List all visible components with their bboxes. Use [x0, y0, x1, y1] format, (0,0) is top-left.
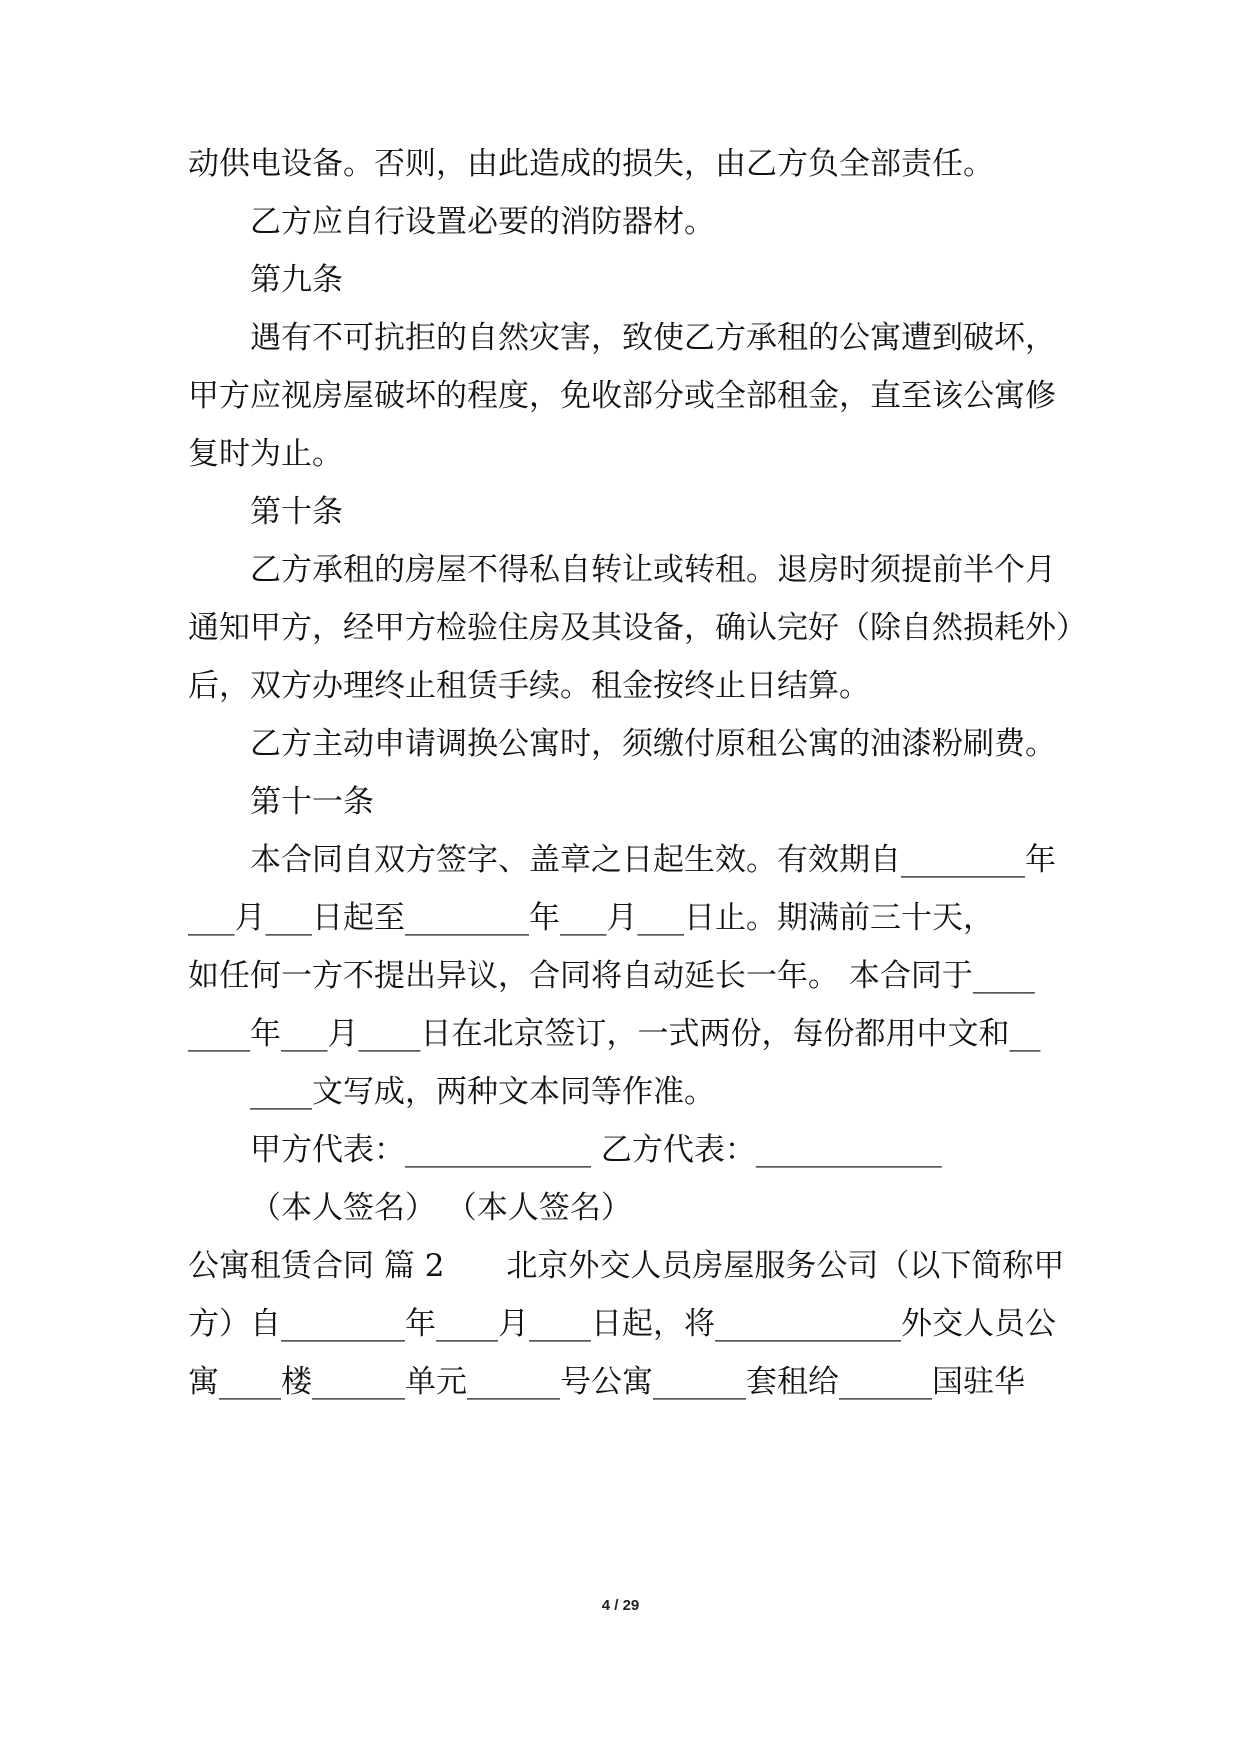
text-line-13: 本合同自双方签字、盖章之日起生效。有效期自________年 [250, 842, 1056, 878]
text-line-8: 乙方承租的房屋不得私自转让或转租。退房时须提前半个月 [250, 552, 1056, 588]
text-line-17: ____文写成，两种文本同等作准。 [250, 1074, 715, 1110]
text-line-9: 通知甲方，经甲方检验住房及其设备，确认完好（除自然损耗外） [188, 610, 1087, 646]
article-9-heading: 第九条 [250, 262, 343, 298]
text-line-14: ___月___日起至________年___月___日止。期满前三十天， [188, 900, 994, 936]
signature-representatives: 甲方代表：____________ 乙方代表：____________ [250, 1132, 942, 1168]
signature-notes: （本人签名） （本人签名） [250, 1190, 632, 1226]
text-line-22: 寓____楼______单元______号公寓______套租给______国驻华 [188, 1364, 1025, 1400]
text-line-21: 方）自________年____月____日起，将____________外交人员公 [188, 1306, 1056, 1342]
page-number: 4 / 29 [601, 1597, 640, 1614]
text-line-16: ____年___月____日在北京签订，一式两份，每份都用中文和__ [188, 1016, 1041, 1052]
article-11-heading: 第十一条 [250, 784, 374, 820]
article-10-heading: 第十条 [250, 494, 343, 530]
text-line-11: 乙方主动申请调换公寓时，须缴付原租公寓的油漆粉刷费。 [250, 726, 1056, 762]
text-line-2: 乙方应自行设置必要的消防器材。 [250, 204, 715, 240]
text-line-10: 后，双方办理终止租赁手续。租金按终止日结算。 [188, 668, 870, 704]
text-line-6: 复时为止。 [188, 436, 343, 472]
text-line-15: 如任何一方不提出异议，合同将自动延长一年。 本合同于____ [188, 958, 1035, 994]
text-line-4: 遇有不可抗拒的自然灾害，致使乙方承租的公寓遭到破坏， [250, 320, 1056, 356]
text-line-5: 甲方应视房屋破坏的程度，免收部分或全部租金，直至该公寓修 [188, 378, 1056, 414]
contract-2-heading: 公寓租赁合同 篇 2 北京外交人员房屋服务公司（以下简称甲 [188, 1248, 1065, 1284]
text-line-1: 动供电设备。否则，由此造成的损失，由乙方负全部责任。 [188, 146, 994, 182]
